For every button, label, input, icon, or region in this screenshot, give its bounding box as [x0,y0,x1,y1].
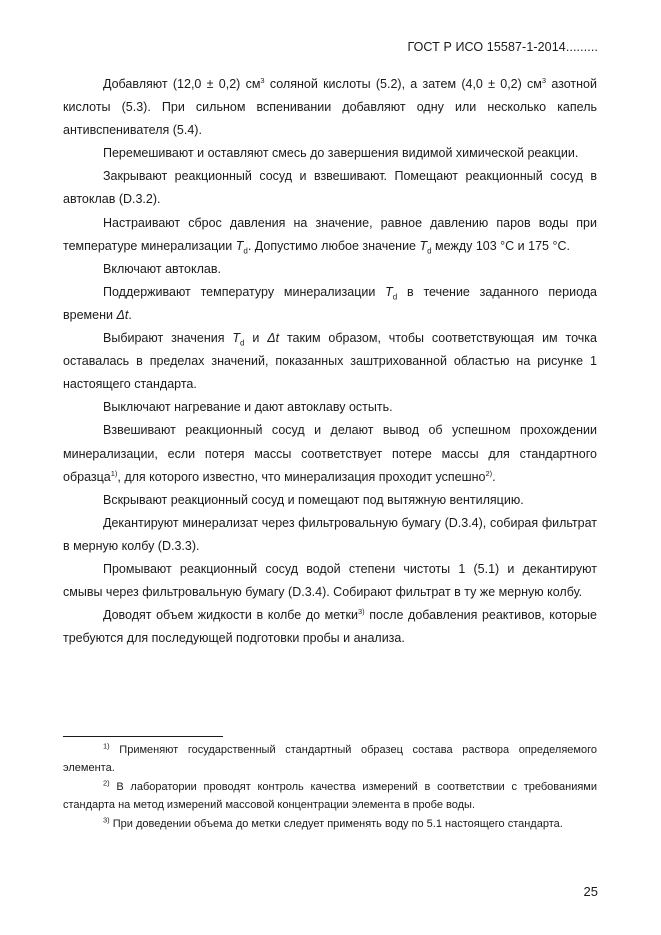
footnote-separator [63,736,223,737]
paragraph-weigh: Взвешивают реакционный сосуд и делают вывод об успешном прохождении минерализации, если потеря массы соответствует потере массы для стандартного образца$^{1)}$, для которого известно, что минерализация проходит успешно$^{2)}$. [63,423,597,484]
paragraph-maintain-temp: Поддерживают температуру минерализации $T_d$ в течение заданного периода времени Δt. [63,284,597,322]
paragraph-start-autoclave: Включают автоклав. [103,261,221,276]
paragraph-decant: Декантируют минерализат через фильтровальную бумагу (D.3.4), собирая фильтрат в мерную колбу (D.3.3). [63,515,597,553]
paragraph-close-vessel: Закрывают реакционный сосуд и взвешивают. Помещают реакционный сосуд в автоклав (D.3.2). [63,169,597,207]
footnote-3: $^{3)}$ При доведении объема до метки следует применять воду по 5.1 настоящего стандарта. [103,815,563,830]
paragraph-mix: Перемешивают и оставляют смесь до завершения видимой химической реакции. [103,146,579,161]
paragraph-select-values: Выбирают значения $T_d$ и Δt таким образом, чтобы соответствующая им точка оставалась в пределах значений, показанных заштрихованной областью на рисунке 1 настоящего стандарта. [63,331,598,392]
paragraph-pressure: Настраивают сброс давления на значение, равное давлению паров воды при температуре минерализации $T_d$. Допустимо любое значение $T_d$ между 103 °С и 175 °С. [63,215,597,256]
footnotes [63,742,597,836]
paragraph-cool-down: Выключают нагревание и дают автоклаву остыть. [103,400,393,415]
paragraph-fill-to-mark: Доводят объем жидкости в колбе до метки$^{3)}$ после добавления реактивов, которые требуются для последующей подготовки пробы и анализа. [63,607,597,646]
paragraph-open-vessel: Вскрывают реакционный сосуд и помещают под вытяжную вентиляцию. [103,492,524,507]
paragraph-add-acids: Добавляют (12,0 ± 0,2) $см^3$ соляной кислоты (5.2), а затем (4,0 ± 0,2) $см^3$ азотной кислоты (5.3). При сильном вспенивании добавляют одну или несколько капель антивспенивателя (5.4). [63,75,597,138]
running-header: ГОСТ Р ИСО 15587-1-2014......... [407,40,598,54]
footnote-2: $^{2)}$ В лаборатории проводят контроль качества измерений в соответствии с требованиями стандарта на метод измерений массовой концентрации элемента в пробе воды. [63,778,597,811]
body-text [63,73,597,650]
footnote-1: $^{1)}$ Применяют государственный стандартный образец состава раствора определяемого элемента. [63,741,597,774]
paragraph-rinse: Промывают реакционный сосуд водой степени чистоты 1 (5.1) и декантируют смывы через фильтровальную бумагу (D.3.4). Собирают фильтрат в ту же мерную колбу. [63,561,597,600]
page-number: 25 [583,884,598,899]
